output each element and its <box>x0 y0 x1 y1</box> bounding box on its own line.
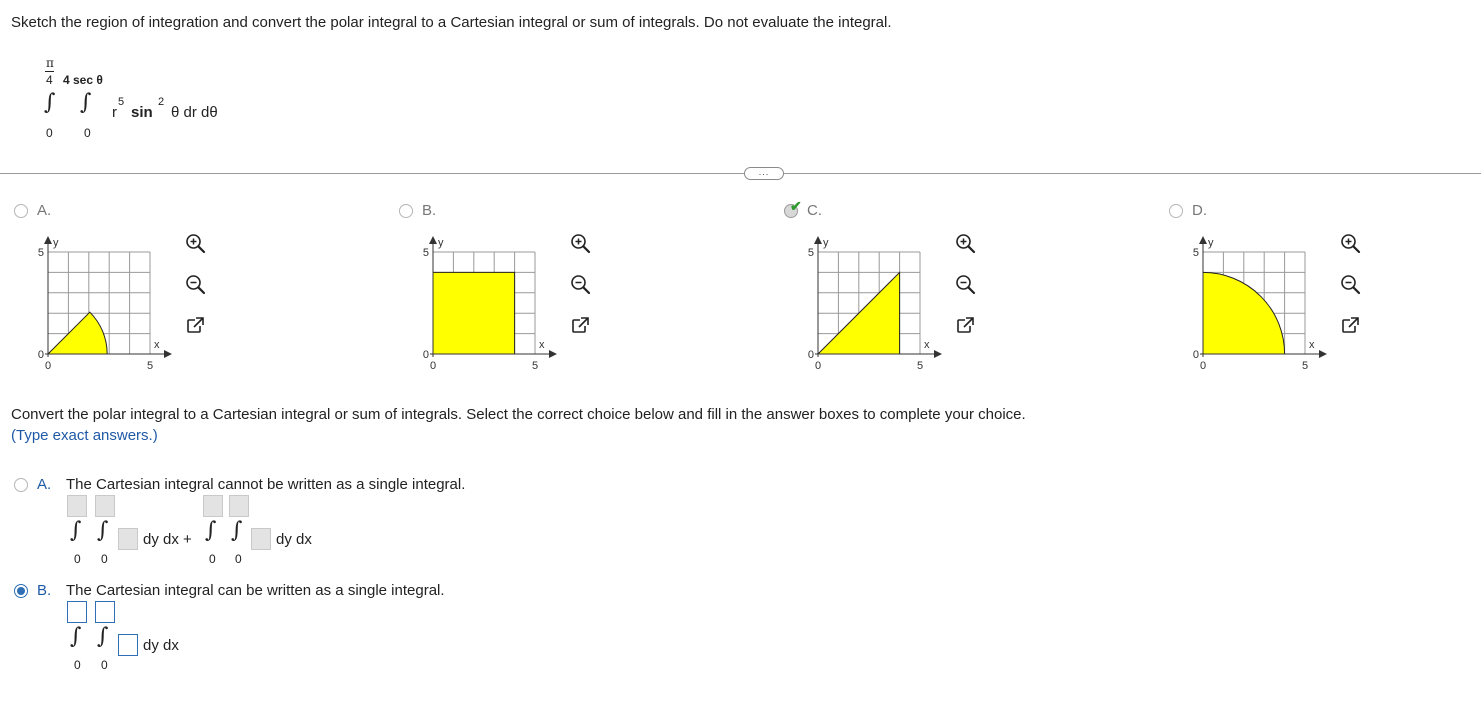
zoom-out-icon[interactable] <box>184 273 206 295</box>
graph-choice-letter: C. <box>807 202 822 219</box>
y-axis-label: y <box>53 237 59 249</box>
x-tick-5: 5 <box>531 360 539 372</box>
y-tick-0: 0 <box>37 349 44 361</box>
choice-a-mid-text: dy dx + <box>143 531 192 548</box>
y-tick-5: 5 <box>37 247 44 259</box>
trig-function: sin <box>131 104 153 121</box>
inner-upper-limit: 4 sec θ <box>63 73 103 87</box>
inner-lower-limit: 0 <box>84 126 91 140</box>
x-tick-0: 0 <box>429 360 437 372</box>
choice-a-upper-box-1 <box>67 495 87 517</box>
graph-choice-radio[interactable] <box>1169 204 1183 218</box>
region-shape <box>433 272 515 354</box>
choice-a-lower-3: 0 <box>209 552 216 566</box>
popout-icon[interactable] <box>569 314 591 336</box>
zoom-in-icon[interactable] <box>569 232 591 254</box>
x-tick-0: 0 <box>814 360 822 372</box>
choice-b-integral-sign-2: ∫ <box>97 624 109 649</box>
choice-b-upper-box-1[interactable] <box>67 601 87 623</box>
x-tick-5: 5 <box>1301 360 1309 372</box>
region-graph <box>770 218 950 398</box>
choice-a-upper-box-2 <box>95 495 115 517</box>
y-axis-arrow <box>814 236 822 244</box>
x-axis-label: x <box>1309 339 1315 351</box>
x-tick-0: 0 <box>1199 360 1207 372</box>
choice-a-lower-1: 0 <box>74 552 81 566</box>
outer-upper-numerator: π <box>46 56 54 70</box>
choice-a-lower-2: 0 <box>101 552 108 566</box>
choice-b-radio[interactable] <box>14 584 28 598</box>
y-tick-0: 0 <box>1192 349 1199 361</box>
graph-choice-radio[interactable] <box>14 204 28 218</box>
x-axis-arrow <box>549 350 557 358</box>
choice-a-integrand-box-2 <box>251 528 271 550</box>
y-tick-5: 5 <box>1192 247 1199 259</box>
x-tick-0: 0 <box>44 360 52 372</box>
choice-b-lower-1: 0 <box>74 658 81 672</box>
polar-integral <box>38 52 258 147</box>
integrand-tail: θ dr dθ <box>171 104 218 121</box>
choice-b-text: The Cartesian integral can be written as a single integral. <box>66 582 445 599</box>
zoom-in-icon[interactable] <box>1339 232 1361 254</box>
question-prompt: Sketch the region of integration and convert the polar integral to a Cartesian integral or sum of integrals. Do not evaluate the integral. <box>11 14 892 31</box>
graph-choice-letter: B. <box>422 202 437 219</box>
correct-check-icon: ✔ <box>790 198 802 214</box>
integrand-exponent: 5 <box>118 96 125 108</box>
choice-a-lower-4: 0 <box>235 552 242 566</box>
choice-a-upper-box-3 <box>203 495 223 517</box>
y-tick-5: 5 <box>422 247 429 259</box>
choice-a-integral-sign-4: ∫ <box>231 518 243 543</box>
part2-prompt: Convert the polar integral to a Cartesian integral or sum of integrals. Select the correct choice below and fill in the answer boxes to complete your choice. <box>11 406 1026 423</box>
zoom-out-icon[interactable] <box>954 273 976 295</box>
choice-b-letter: B. <box>37 582 52 599</box>
zoom-in-icon[interactable] <box>184 232 206 254</box>
popout-icon[interactable] <box>1339 314 1361 336</box>
graph-choice-a <box>0 198 380 383</box>
y-axis-label: y <box>438 237 444 249</box>
region-shape <box>48 312 107 354</box>
graph-choice-radio[interactable] <box>399 204 413 218</box>
choice-a-integral-sign-3: ∫ <box>205 518 217 543</box>
choice-a-integrand-box-1 <box>118 528 138 550</box>
choice-a-integral-sign-1: ∫ <box>70 518 82 543</box>
x-axis-label: x <box>539 339 545 351</box>
outer-integral-sign: ∫ <box>44 90 56 115</box>
zoom-in-icon[interactable] <box>954 232 976 254</box>
graph-choice-c <box>770 198 1150 383</box>
y-axis-arrow <box>429 236 437 244</box>
x-axis-arrow <box>164 350 172 358</box>
part2-hint: (Type exact answers.) <box>11 427 158 444</box>
choice-a-letter: A. <box>37 476 52 493</box>
more-button[interactable]: ... <box>744 167 784 180</box>
graph-choice-b <box>385 198 765 383</box>
zoom-out-icon[interactable] <box>569 273 591 295</box>
x-tick-5: 5 <box>916 360 924 372</box>
outer-upper-denominator: 4 <box>46 73 53 87</box>
choice-a-integral-sign-2: ∫ <box>97 518 109 543</box>
y-tick-0: 0 <box>422 349 429 361</box>
graph-choice-letter: A. <box>37 202 52 219</box>
choice-a-radio[interactable] <box>14 478 28 492</box>
region-shape <box>1203 272 1285 354</box>
region-graph <box>1155 218 1335 398</box>
choice-b-end-text: dy dx <box>143 637 179 654</box>
outer-lower-limit: 0 <box>46 126 53 140</box>
fraction-bar <box>45 71 54 72</box>
region-graph <box>385 218 565 398</box>
integrand-base: r <box>112 104 117 121</box>
inner-integral-sign: ∫ <box>80 90 92 115</box>
region-graph <box>0 218 180 398</box>
y-axis-label: y <box>1208 237 1214 249</box>
x-axis-label: x <box>924 339 930 351</box>
choice-a-upper-box-4 <box>229 495 249 517</box>
choice-a-end-text: dy dx <box>276 531 312 548</box>
x-tick-5: 5 <box>146 360 154 372</box>
popout-icon[interactable] <box>184 314 206 336</box>
x-axis-label: x <box>154 339 160 351</box>
choice-a-text: The Cartesian integral cannot be written as a single integral. <box>66 476 466 493</box>
x-axis-arrow <box>934 350 942 358</box>
graph-choice-letter: D. <box>1192 202 1207 219</box>
graph-choice-d <box>1155 198 1481 383</box>
y-tick-5: 5 <box>807 247 814 259</box>
trig-exponent: 2 <box>158 96 165 108</box>
choice-b-upper-box-2[interactable] <box>95 601 115 623</box>
choice-b-integrand-box[interactable] <box>118 634 138 656</box>
zoom-out-icon[interactable] <box>1339 273 1361 295</box>
x-axis-arrow <box>1319 350 1327 358</box>
section-divider <box>0 173 1481 174</box>
y-axis-arrow <box>1199 236 1207 244</box>
choice-b-lower-2: 0 <box>101 658 108 672</box>
choice-b-integral-sign-1: ∫ <box>70 624 82 649</box>
y-tick-0: 0 <box>807 349 814 361</box>
popout-icon[interactable] <box>954 314 976 336</box>
y-axis-label: y <box>823 237 829 249</box>
y-axis-arrow <box>44 236 52 244</box>
